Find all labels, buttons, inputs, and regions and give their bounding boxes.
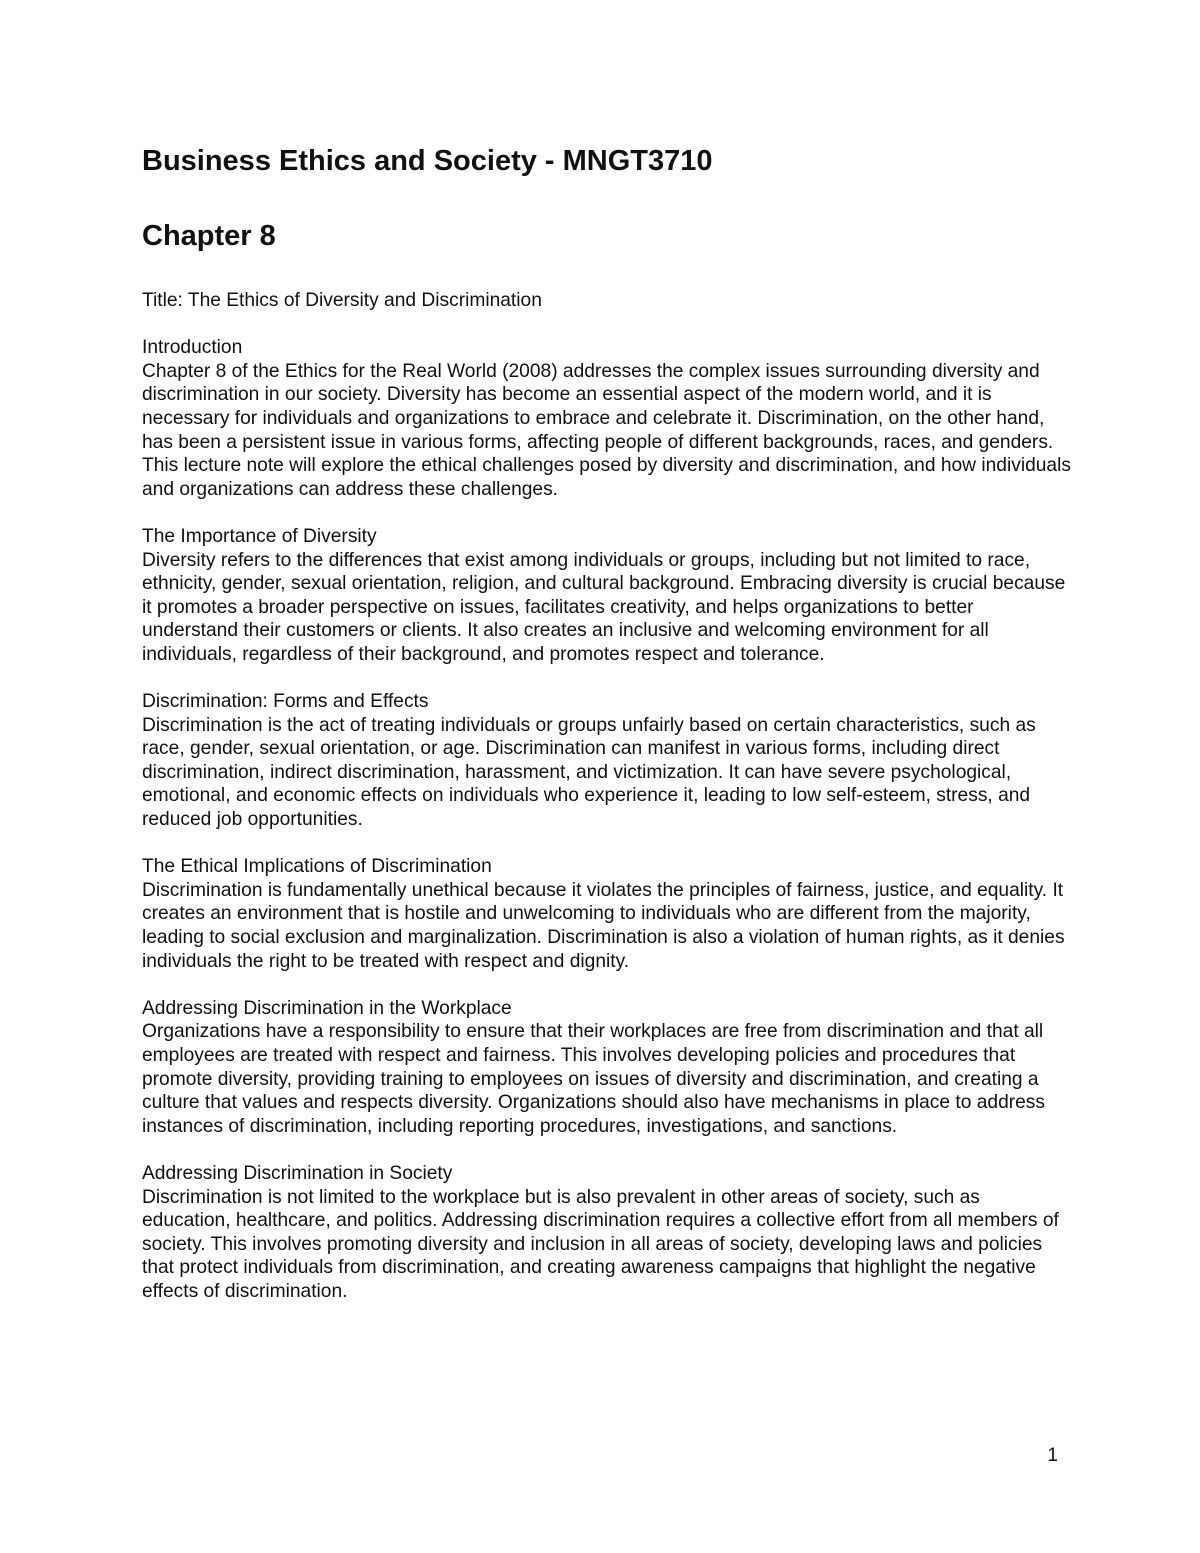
section-heading: The Importance of Diversity xyxy=(142,525,377,547)
section-body: Diversity refers to the differences that exist among individuals or groups, including but not limited to race, ethnicity, gender, sexual orientation, religion, and cultural background. Embracing diversity is crucial because it promotes a broader perspective on issues, facilitates creativity, and helps organizations to better understand their customers or clients. It also creates an inclusive and welcoming environment for all individuals, regardless of their background, and promotes respect and tolerance. xyxy=(142,549,1066,665)
document-body xyxy=(142,289,1072,1327)
section-workplace xyxy=(142,997,1072,1139)
section-society xyxy=(142,1162,1072,1304)
section-body: Discrimination is the act of treating individuals or groups unfairly based on certain characteristics, such as race, gender, sexual orientation, or age. Discrimination can manifest in various forms, including direct discrimination, indirect discrimination, harassment, and victimization. It can have severe psychological, emotional, and economic effects on individuals who experience it, leading to low self-esteem, stress, and reduced job opportunities. xyxy=(142,714,1036,831)
document-subtitle: Title: The Ethics of Diversity and Discrimination xyxy=(142,290,542,311)
section-importance-of-diversity xyxy=(142,525,1072,667)
section-body: Organizations have a responsibility to ensure that their workplaces are free from discrimination and that all employees are treated with respect and fairness. This involves developing policies and procedures that promote diversity, providing training to employees on issues of diversity and discrimination, and creating a culture that values and respects diversity. Organizations should also have mechanisms in place to address instances of discrimination, including reporting procedures, investigations, and sanctions. xyxy=(142,1021,1045,1137)
section-heading: The Ethical Implications of Discrimination xyxy=(142,856,492,878)
section-heading: Addressing Discrimination in the Workplace xyxy=(142,997,512,1019)
chapter-heading: Chapter 8 xyxy=(142,220,276,252)
section-discrimination-forms-effects xyxy=(142,690,1072,832)
page-number: 1 xyxy=(1047,1445,1058,1466)
section-heading: Discrimination: Forms and Effects xyxy=(142,691,429,713)
section-introduction xyxy=(142,336,1072,501)
section-body: Discrimination is not limited to the workplace but is also prevalent in other areas of society, such as education, healthcare, and politics. Addressing discrimination requires a collective effort from all members of society. This involves promoting diversity and inclusion in all areas of society, developing laws and policies that protect individuals from discrimination, and creating awareness campaigns that highlight the negative effects of discrimination. xyxy=(142,1186,1059,1302)
section-ethical-implications xyxy=(142,855,1072,973)
section-heading: Introduction xyxy=(142,337,243,359)
section-body: Chapter 8 of the Ethics for the Real World (2008) addresses the complex issues surrounding diversity and discrimination in our society. Diversity has become an essential aspect of the modern world, and it is necessary for individuals and organizations to embrace and celebrate it. Discrimination, on the other hand, has been a persistent issue in various forms, affecting people of different backgrounds, races, and genders. This lecture note will explore the ethical challenges posed by diversity and discrimination, and how individuals and organizations can address these challenges. xyxy=(142,360,1071,500)
section-body: Discrimination is fundamentally unethical because it violates the principles of fairness, justice, and equality. It creates an environment that is hostile and unwelcoming to individuals who are different from the majority, leading to social exclusion and marginalization. Discrimination is also a violation of human rights, as it denies individuals the right to be treated with respect and dignity. xyxy=(142,879,1065,972)
document-title: Business Ethics and Society - MNGT3710 xyxy=(142,145,713,177)
section-heading: Addressing Discrimination in Society xyxy=(142,1162,453,1184)
